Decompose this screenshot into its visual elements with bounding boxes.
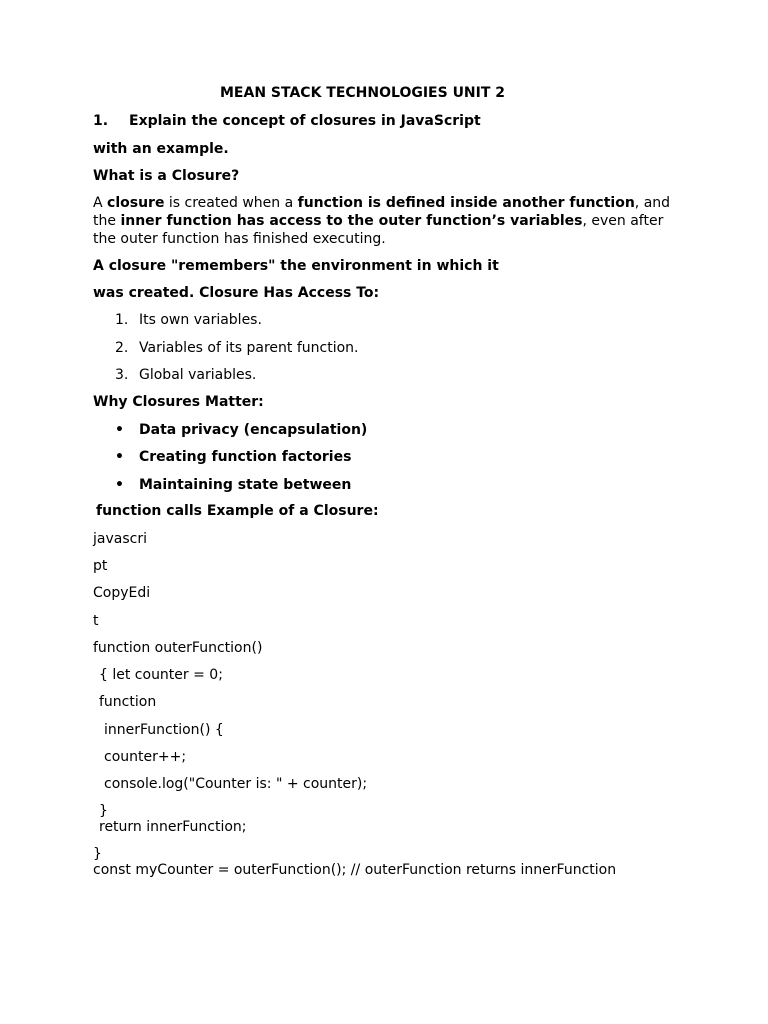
list-item-number: 1. — [115, 312, 129, 328]
code-line: } — [93, 846, 102, 862]
code-line: function — [99, 694, 157, 710]
list-item: Maintaining state between — [139, 477, 352, 493]
code-line: const myCounter = outerFunction(); // outerFunction returns innerFunction — [93, 862, 617, 878]
definition-bold-function: function is defined inside another function — [297, 195, 635, 211]
definition-bold-closure: closure — [107, 195, 165, 211]
bullet-icon: • — [115, 477, 124, 493]
definition-text: A — [93, 195, 108, 211]
code-line: javascri — [93, 531, 147, 547]
code-line: counter++; — [104, 749, 187, 765]
list-item: Creating function factories — [139, 449, 352, 465]
list-item-number: 3. — [115, 367, 129, 383]
code-line: t — [93, 613, 99, 629]
list-item: Global variables. — [139, 367, 257, 383]
code-line: innerFunction() { — [104, 722, 224, 738]
list-item: Variables of its parent function. — [139, 340, 359, 356]
list-item-number: 2. — [115, 340, 129, 356]
code-line: } — [99, 803, 108, 819]
definition-bold-inner-access: inner function has access to the outer function’s variables — [120, 213, 583, 229]
definition-text: is created when a — [164, 195, 298, 211]
remembers-line-1: A closure "remembers" the environment in which it — [93, 258, 499, 274]
definition-text: , and the — [93, 195, 671, 229]
question-line-1: Explain the concept of closures in JavaScript — [129, 113, 481, 129]
example-heading: function calls Example of a Closure: — [96, 503, 379, 519]
code-line: function outerFunction() — [93, 640, 263, 656]
list-item: Its own variables. — [139, 312, 262, 328]
closure-definition-paragraph — [93, 194, 683, 248]
code-line: return innerFunction; — [99, 819, 247, 835]
question-number: 1. — [93, 113, 109, 129]
code-line: pt — [93, 558, 108, 574]
heading-what-is-closure: What is a Closure? — [93, 168, 240, 184]
question-line-2: with an example. — [93, 141, 229, 157]
remembers-line-2: was created. Closure Has Access To: — [93, 285, 380, 301]
code-line: CopyEdi — [93, 585, 151, 601]
document-title: MEAN STACK TECHNOLOGIES UNIT 2 — [220, 85, 506, 101]
bullet-icon: • — [115, 449, 124, 465]
heading-why-closures-matter: Why Closures Matter: — [93, 394, 264, 410]
code-line: { let counter = 0; — [99, 667, 223, 683]
bullet-icon: • — [115, 422, 124, 438]
list-item: Data privacy (encapsulation) — [139, 422, 368, 438]
definition-text: , even after the outer function has finished executing. — [93, 213, 664, 247]
code-line: console.log("Counter is: " + counter); — [104, 776, 368, 792]
